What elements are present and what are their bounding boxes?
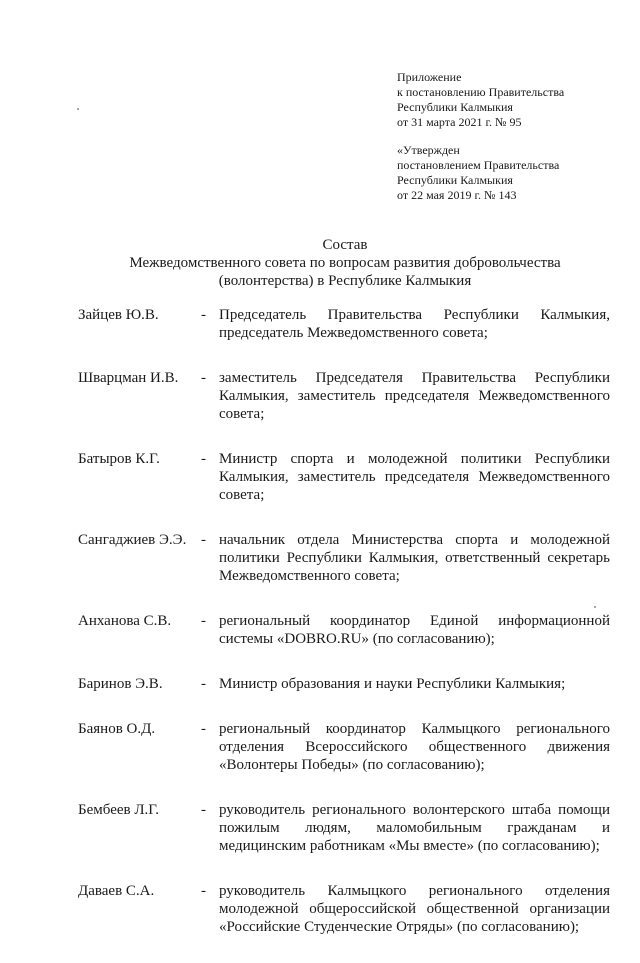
- member-position: [219, 675, 610, 693]
- position-line: заместитель Председателя Правительства Республики: [219, 370, 610, 386]
- member-dash: -: [201, 721, 206, 737]
- member-entry: [78, 675, 610, 693]
- appendix-header: [397, 70, 564, 203]
- member-name: Батыров К.Г.: [78, 451, 160, 467]
- title-line: Состав: [322, 237, 368, 253]
- member-entry: [78, 882, 610, 936]
- appendix-line: Приложение: [397, 70, 462, 84]
- position-line: политики Республики Калмыкия, ответственный секретарь: [219, 550, 610, 566]
- position-line: Председатель Правительства Республики Калмыкия,: [219, 307, 610, 323]
- member-entry: [78, 531, 610, 585]
- position-line: Калмыкия, заместитель председателя Межведомственного: [219, 388, 610, 404]
- position-line: «Волонтеры Победы» (по согласованию);: [219, 757, 485, 773]
- position-line: системы «DOBRO.RU» (по согласованию);: [219, 631, 495, 647]
- member-position: [219, 720, 610, 774]
- position-line: начальник отдела Министерства спорта и молодежной: [219, 532, 610, 548]
- position-line: Межведомственного совета;: [219, 568, 400, 584]
- member-dash: -: [201, 370, 206, 386]
- member-entry: [78, 369, 610, 423]
- member-entry: [78, 720, 610, 774]
- position-line: медицинским работникам «Мы вместе» (по согласованию);: [219, 838, 600, 854]
- position-line: молодежной общероссийской общественной организации: [219, 901, 610, 917]
- approved-line: постановлением Правительства: [397, 158, 560, 172]
- member-position: [219, 882, 610, 936]
- position-line: региональный координатор Единой информационной: [219, 613, 610, 629]
- position-line: отделения Всероссийского общественного движения: [219, 739, 610, 755]
- position-line: «Российские Студенческие Отряды» (по согласованию);: [219, 919, 580, 935]
- approved-line: от 22 мая 2019 г. № 143: [397, 188, 517, 202]
- member-dash: -: [201, 307, 206, 323]
- position-line: пожилым людям, маломобильным гражданам и: [219, 820, 610, 836]
- position-line: Министр спорта и молодежной политики Республики: [219, 451, 610, 467]
- member-dash: -: [201, 883, 206, 899]
- title-line: Межведомственного совета по вопросам развития добровольчества: [129, 255, 561, 271]
- appendix-line: Республики Калмыкия: [397, 100, 513, 114]
- member-name: Сангаджиев Э.Э.: [78, 532, 187, 548]
- position-line: Министр образования и науки Республики Калмыкия;: [219, 676, 566, 692]
- member-dash: -: [201, 802, 206, 818]
- scan-speck: [77, 108, 79, 110]
- member-name: Анханова С.В.: [78, 613, 172, 629]
- member-name: Баринов Э.В.: [78, 676, 163, 692]
- member-name: Бембеев Л.Г.: [78, 802, 159, 818]
- member-entry: [78, 612, 610, 648]
- member-position: [219, 612, 610, 648]
- member-position: [219, 306, 610, 342]
- approved-line: Республики Калмыкия: [397, 173, 513, 187]
- document-title: [60, 236, 630, 290]
- member-dash: -: [201, 532, 206, 548]
- member-name: Шварцман И.В.: [78, 370, 179, 386]
- position-line: председатель Межведомственного совета;: [219, 325, 488, 341]
- position-line: региональный координатор Калмыцкого регионального: [219, 721, 610, 737]
- approved-line: «Утвержден: [397, 143, 460, 157]
- appendix-line: от 31 марта 2021 г. № 95: [397, 115, 522, 129]
- member-dash: -: [201, 451, 206, 467]
- member-entry: [78, 306, 610, 342]
- member-position: [219, 531, 610, 585]
- member-name: Баянов О.Д.: [78, 721, 156, 737]
- members-list: [78, 306, 610, 963]
- member-name: Даваев С.А.: [78, 883, 155, 899]
- position-line: руководитель Калмыцкого регионального отделения: [219, 883, 610, 899]
- member-position: [219, 801, 610, 855]
- appendix-line: к постановлению Правительства: [397, 85, 565, 99]
- position-line: совета;: [219, 487, 265, 503]
- position-line: совета;: [219, 406, 265, 422]
- position-line: руководитель регионального волонтерского штаба помощи: [219, 802, 610, 818]
- member-position: [219, 369, 610, 423]
- member-position: [219, 450, 610, 504]
- member-entry: [78, 450, 610, 504]
- member-dash: -: [201, 676, 206, 692]
- member-entry: [78, 801, 610, 855]
- member-name: Зайцев Ю.В.: [78, 307, 159, 323]
- title-line: (волонтерства) в Республике Калмыкия: [218, 273, 472, 289]
- member-dash: -: [201, 613, 206, 629]
- position-line: Калмыкия, заместитель председателя Межведомственного: [219, 469, 610, 485]
